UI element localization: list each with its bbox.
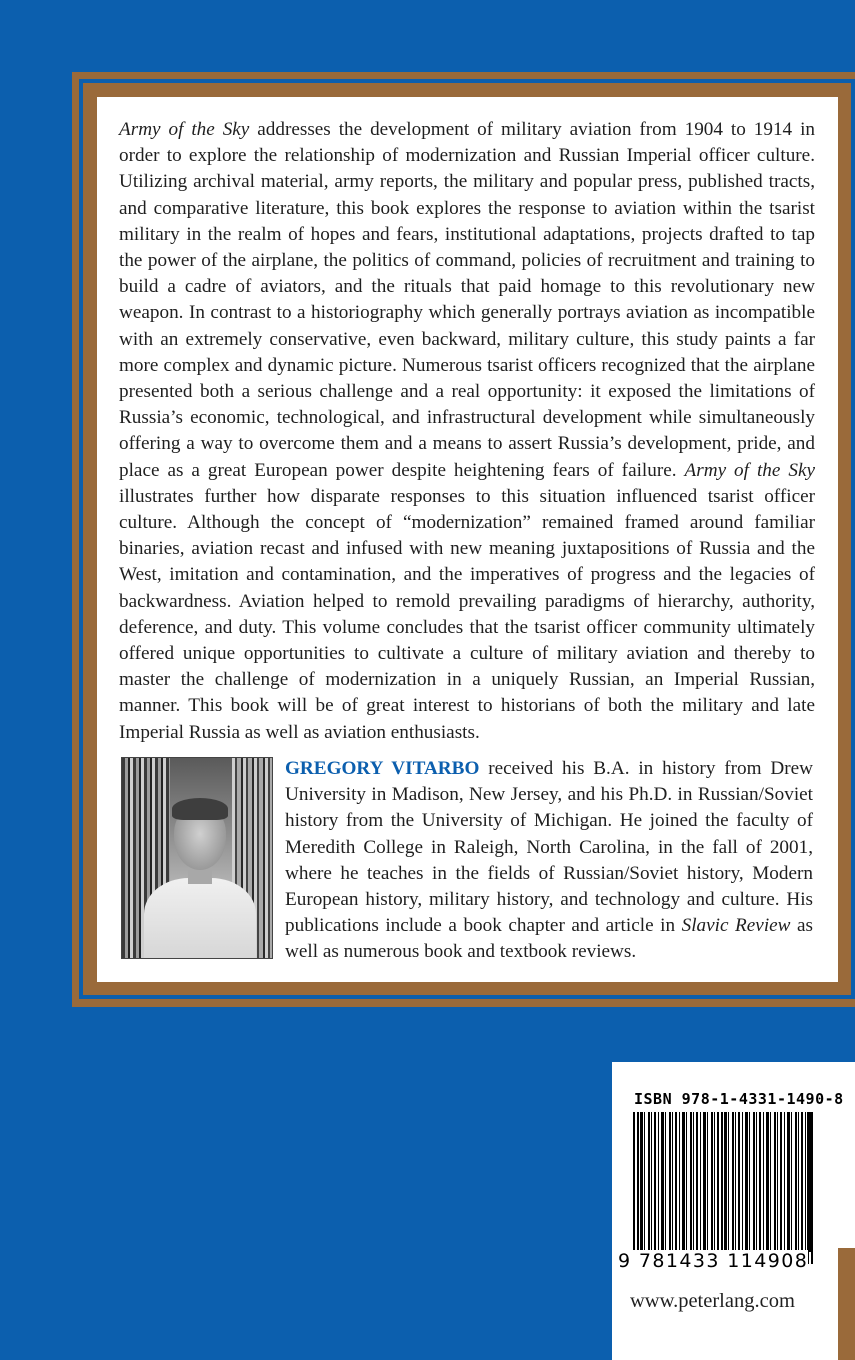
barcode-digit-text: 9 781433 114908 [618,1250,809,1272]
author-hair [172,798,228,820]
description-text-2: illustrates further how disparate responses to this situation influenced tsarist officer culture. Although the concept of “modernization” remained framed around familiar binaries, aviation recast and infused with new meaning juxtapositions of Russia and the West, imitation and contamination, and the imperatives of progress and the legacies of backwardness. Aviation helped to remold prevailing paradigms of hierarchy, authority, deference, and duty. This volume concludes that the tsarist officer community ultimately offered unique opportunities to cultivate a culture of military aviation and thereby to master the challenge of modernization in a uniquely Russian, an Imperial Russian, manner. This book will be of great interest to historians of both the military and late Imperial Russia as well as aviation enthusiasts. [119,485,815,743]
bio-text-1: received his B.A. in history from Drew University in Madison, New Jersey, and his Ph.D. in Russian/Soviet history from the University of Michigan. He joined the faculty of Meredith College in Raleigh, North Carolina, in the fall of 2001, where he teaches in the fields of Russian/Soviet history, Modern European history, military history, and technology and culture. His publications include a book chapter and article in [285,758,813,937]
barcode-guard-right [807,1112,809,1264]
bio-text-2: as well as numerous book and textbook reviews. [285,915,814,963]
author-photo [121,757,273,959]
book-description [119,117,815,746]
book-title-italic: Army of the Sky [119,119,250,140]
barcode-guard-center-2 [725,1112,727,1264]
journal-title: Slavic Review [681,915,791,937]
barcode-guard-center [721,1112,723,1264]
barcode-digits [618,1250,818,1272]
book-title-italic-2: Army of the Sky [684,459,815,481]
description-text-1: addresses the development of military aviation from 1904 to 1914 in order to explore the relationship of modernization and Russian Imperial officer culture. Utilizing archival material, army reports, the military and popular press, published tracts, and comparative literature, this book explores the response to aviation within the tsarist military in the realm of hopes and fears, institutional adaptations, projects drafted to tap the power of the airplane, the politics of command, policies of recruitment and training to build a cadre of aviators, and the rituals that paid homage to this revolutionary new weapon. In contrast to a historiography which generally portrays aviation as incompatible with an extremely conservative, even backward, military culture, this study paints a far more complex and dynamic picture. Numerous tsarist officers recognized that the airplane presented both a serious challenge and a real opportunity: it exposed the limitations of Russia’s economic, technological, and infrastructural development while simultaneously offering a way to overcome them and a means to assert Russia’s development, pride, and place as a great European power despite heightening fears of failure. [119,119,815,481]
publisher-url[interactable]: www.peterlang.com [630,1290,795,1312]
author-torso [144,878,256,959]
barcode-guard-right-2 [811,1112,813,1264]
author-bio [285,756,813,966]
barcode-guard-left-2 [637,1112,639,1264]
spine-edge-accent [838,1248,855,1360]
isbn-label: ISBN 978-1-4331-1490-8 [634,1090,844,1108]
barcode-bars [633,1112,813,1252]
author-name: GREGORY VITARBO [285,758,480,779]
barcode-guard-left [633,1112,635,1264]
